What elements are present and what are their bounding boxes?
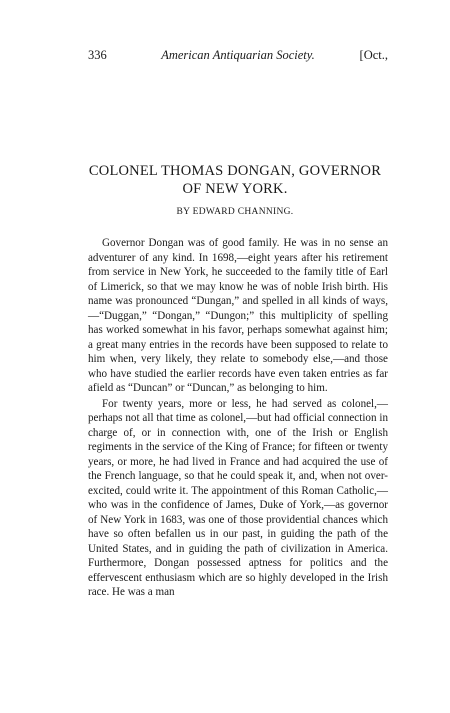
article-body (88, 236, 388, 600)
journal-title: American Antiquarian Society. (161, 48, 315, 62)
article-byline: BY EDWARD CHANNING. (176, 207, 294, 217)
body-paragraph: For twenty years, more or less, he had served as colonel,—perhaps not all that time as colonel,—but had official connection in charge of, or in connection with, one of the Irish or English regiments in the service of the King of France; for fifteen or twenty years, or more, he had lived in France and had acquired the use of the French language, so that he could speak it, and, when not over-excited, could write it. The appointment of this Roman Catholic,—who was in the confidence of James, Duke of York,—as governor of New York in 1683, was one of those providential chances which have so often befallen us in our past, in guiding the path of the United States, and in guiding the path of civilization in America. Furthermore, Dongan possessed aptness for politics and the effervescent enthusiasm which are so highly developed in the Irish race. He was a man (88, 397, 388, 598)
page-number: 336 (88, 48, 107, 62)
body-paragraph: Governor Dongan was of good family. He was in no sense an adventurer of any kind. In 1698,—eight years after his retirement from service in New York, he succeeded to the family title of Earl of Limerick, so that we may know he was of noble Irish birth. His name was pronounced “Dungan,” and spelled in all kinds of ways,—“Duggan,” “Dongan,” “Dungon;” this multiplicity of spelling has worked somewhat in his favor, perhaps somewhat against him; a great many entries in the records have been supposed to relate to him when, very likely, they relate to somebody else,—and those who have studied the earlier records have even taken entries as far afield as “Duncan” or “Duncan,” as belonging to him. (88, 237, 388, 394)
article-title-line-1: COLONEL THOMAS DONGAN, GOVERNOR (88, 163, 382, 179)
running-header (88, 48, 388, 64)
article-title-line-2: OF NEW YORK. (182, 181, 288, 197)
article-title (80, 162, 390, 198)
issue-date: [Oct., (359, 48, 388, 62)
